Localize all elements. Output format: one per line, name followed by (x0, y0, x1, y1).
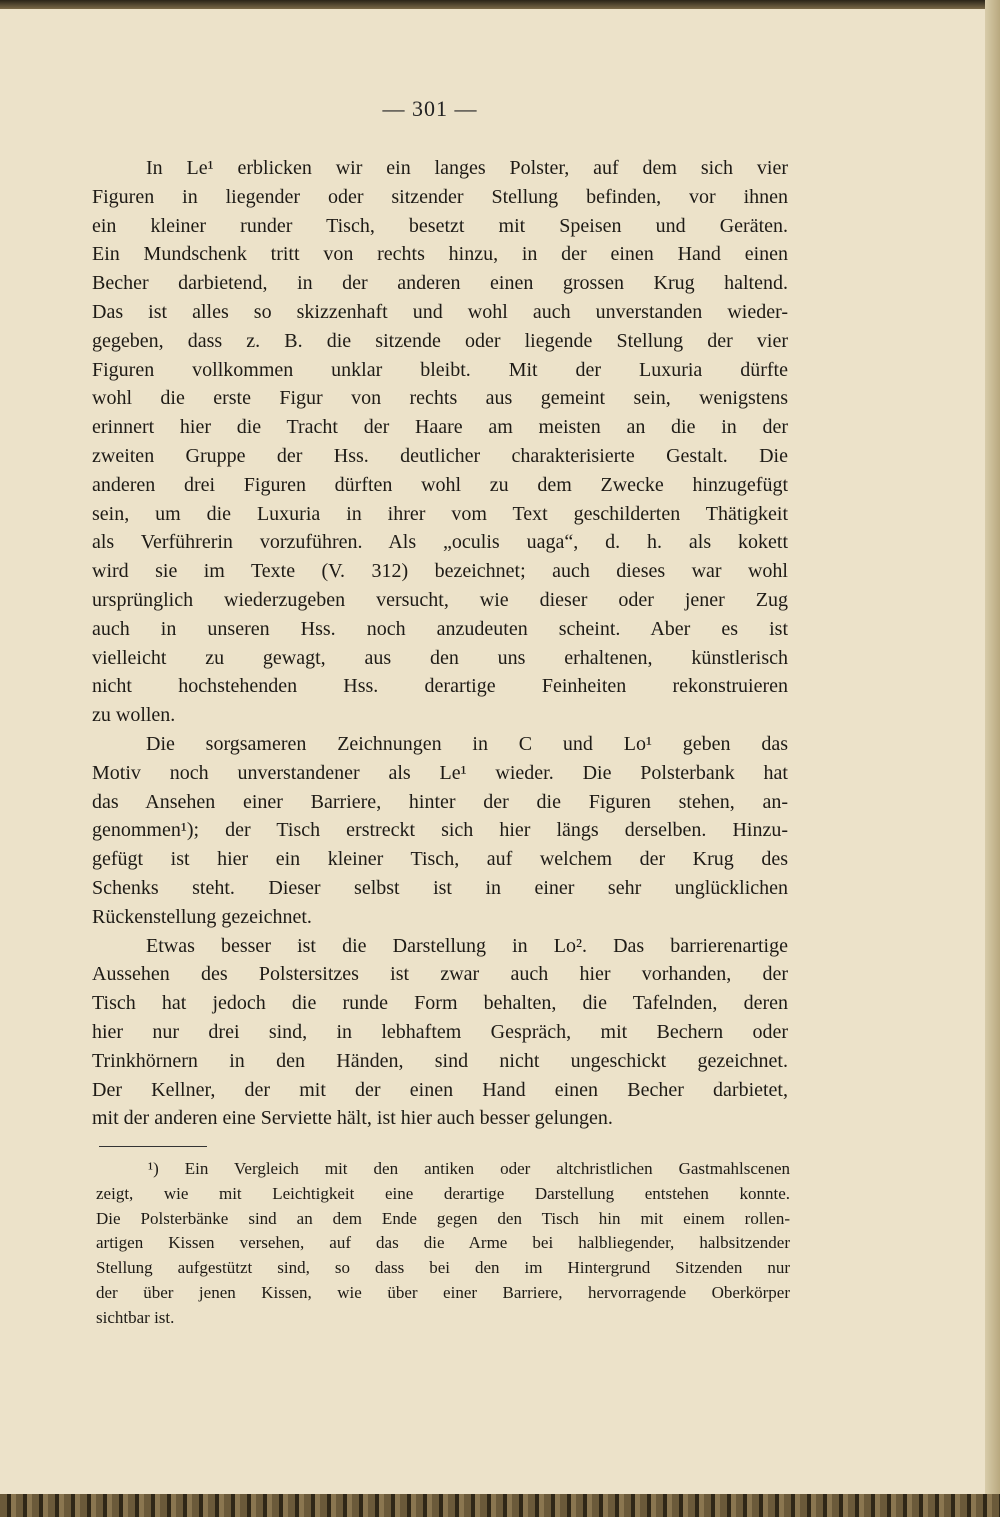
text-line: Trinkhörnern in den Händen, sind nicht ungeschickt gezeichnet. (92, 1049, 788, 1072)
footnote-line: sichtbar ist. (96, 1307, 175, 1327)
footnote (96, 1157, 790, 1331)
footnote-line: Die Polsterbänke sind an dem Ende gegen den Tisch hin mit einem rollen- (96, 1208, 790, 1228)
text-line: Figuren vollkommen unklar bleibt. Mit der Luxuria dürfte (92, 358, 788, 381)
text-line: Becher darbietend, in der anderen einen grossen Krug haltend. (92, 272, 788, 295)
text-line: wird sie im Texte (V. 312) bezeichnet; auch dieses war wohl (92, 560, 788, 583)
footnote-line: zeigt, wie mit Leichtigkeit eine derartige Darstellung entstehen konnte. (96, 1183, 790, 1203)
text-line: erinnert hier die Tracht der Haare am meisten an die in der (92, 416, 788, 439)
footnote-line: ¹) Ein Vergleich mit den antiken oder altchristlichen Gastmahlscenen (148, 1159, 790, 1178)
footnote-line: Stellung aufgestützt sind, so dass bei den im Hintergrund Sitzenden nur (96, 1258, 790, 1278)
text-line: Das ist alles so skizzenhaft und wohl auch unverstanden wieder- (92, 300, 788, 323)
page-top-edge (0, 0, 1000, 9)
page-bottom-edge (0, 1494, 1000, 1517)
text-line: vielleicht zu gewagt, aus den uns erhaltenen, künstlerisch (92, 646, 788, 669)
text-line: gefügt ist hier ein kleiner Tisch, auf welchem der Krug des (92, 848, 788, 871)
text-line: ein kleiner runder Tisch, besetzt mit Speisen und Geräten. (92, 214, 788, 237)
paragraph-2 (92, 730, 788, 932)
footnote-line: artigen Kissen versehen, auf das die Arme bei halbliegender, halbsitzender (96, 1233, 790, 1253)
text-line: Der Kellner, der mit der einen Hand einen Becher darbietet, (92, 1078, 788, 1101)
text-line: ursprünglich wiederzugeben versucht, wie dieser oder jener Zug (92, 588, 788, 611)
text-line: Aussehen des Polstersitzes ist zwar auch hier vorhanden, der (92, 963, 788, 986)
text-line: zu wollen. (92, 704, 176, 727)
text-line: Etwas besser ist die Darstellung in Lo². Das barrierenartige (146, 934, 788, 957)
text-line: Rückenstellung gezeichnet. (92, 905, 312, 928)
footnote-line: der über jenen Kissen, wie über einer Barriere, hervorragende Oberkörper (96, 1282, 790, 1302)
text-line: In Le¹ erblicken wir ein langes Polster, auf dem sich vier (146, 157, 788, 179)
text-line: Motiv noch unverstandener als Le¹ wieder. Die Polsterbank hat (92, 761, 788, 784)
text-line: hier nur drei sind, in lebhaftem Gespräch, mit Bechern oder (92, 1020, 788, 1043)
text-line: Ein Mundschenk tritt von rechts hinzu, in der einen Hand einen (92, 243, 788, 266)
text-line: genommen¹); der Tisch erstreckt sich hier längs derselben. Hinzu- (92, 819, 788, 842)
footnote-separator (99, 1146, 207, 1147)
text-line: sein, um die Luxuria in ihrer vom Text geschilderten Thätigkeit (92, 502, 788, 525)
text-line: nicht hochstehenden Hss. derartige Feinheiten rekonstruieren (92, 675, 788, 698)
page-right-edge (985, 0, 1000, 1517)
text-line: zweiten Gruppe der Hss. deutlicher charakterisierte Gestalt. Die (92, 444, 788, 467)
paragraph-3 (92, 932, 788, 1134)
paragraph-1 (92, 154, 788, 730)
text-line: mit der anderen eine Serviette hält, ist hier auch besser gelungen. (92, 1107, 613, 1130)
text-line: wohl die erste Figur von rechts aus gemeint sein, wenigstens (92, 387, 788, 410)
page-number: — 301 — (382, 96, 478, 121)
text-line: Die sorgsameren Zeichnungen in C und Lo¹ geben das (146, 732, 788, 755)
text-line: als Verführerin vorzuführen. Als „oculis uaga“, d. h. als kokett (92, 531, 788, 554)
text-line: gegeben, dass z. B. die sitzende oder liegende Stellung der vier (92, 329, 788, 352)
text-line: anderen drei Figuren dürften wohl zu dem Zwecke hinzugefügt (92, 473, 788, 496)
text-line: Schenks steht. Dieser selbst ist in einer sehr unglücklichen (92, 876, 788, 899)
text-line: das Ansehen einer Barriere, hinter der die Figuren stehen, an- (92, 790, 788, 813)
text-line: Tisch hat jedoch die runde Form behalten, die Tafelnden, deren (92, 992, 788, 1015)
main-text (92, 154, 788, 1133)
text-line: Figuren in liegender oder sitzender Stellung befinden, vor ihnen (92, 185, 788, 208)
text-line: auch in unseren Hss. noch anzudeuten scheint. Aber es ist (92, 617, 788, 640)
